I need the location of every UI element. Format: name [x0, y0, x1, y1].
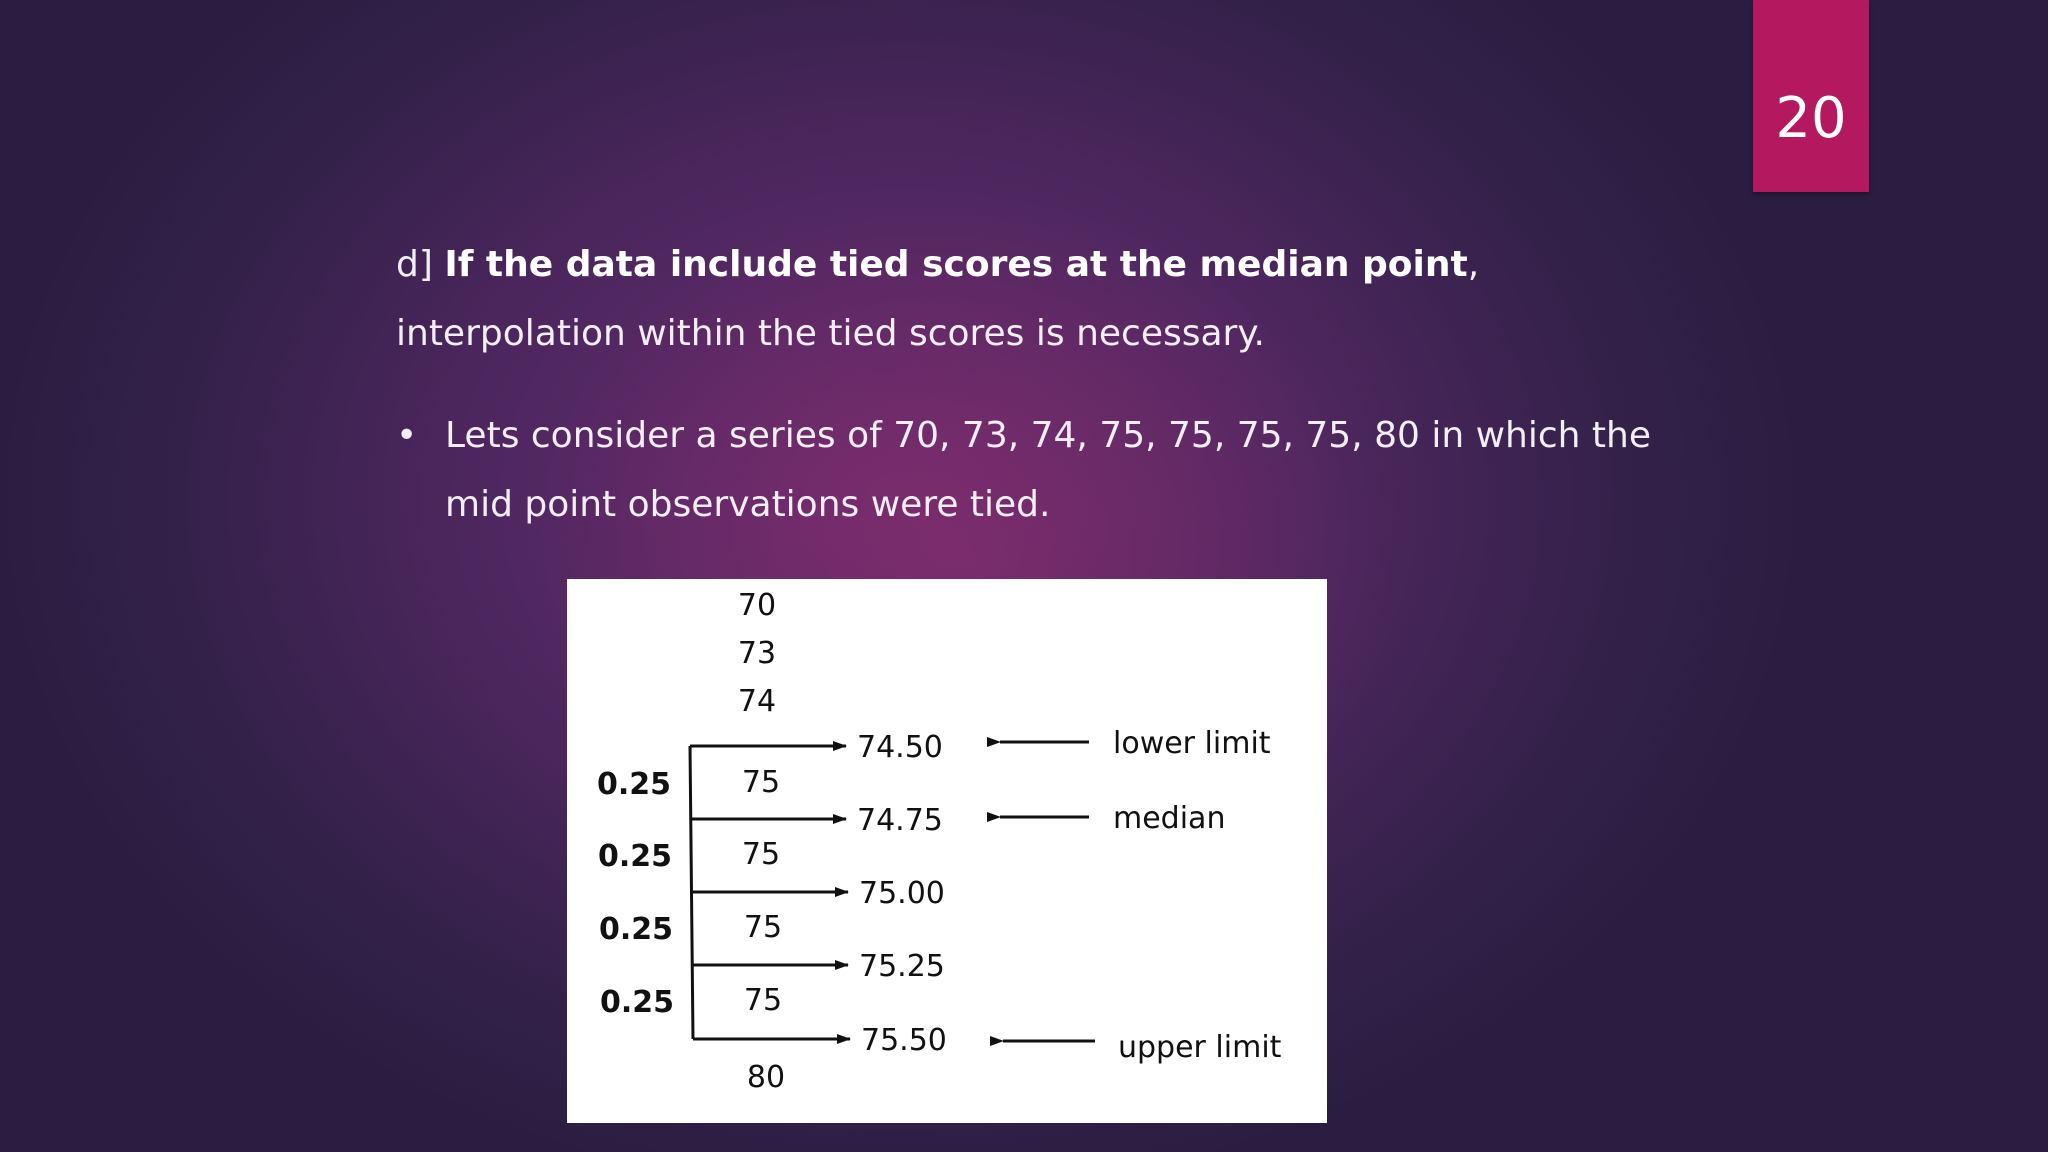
bullet-text: Lets consider a series of 70, 73, 74, 75, 75, 75, 75, 80 in which the mid point observations were tied.	[445, 415, 1651, 525]
interval-3: 0.25	[598, 912, 674, 947]
boundary-1: 74.50	[857, 730, 943, 765]
upper-limit-label: upper limit	[1118, 1030, 1282, 1065]
score-6: 75	[743, 910, 783, 945]
boundary-3: 75.00	[859, 876, 945, 911]
score-5: 75	[741, 837, 781, 872]
bullet-dot: •	[396, 415, 418, 456]
slide-number: 20	[1775, 86, 1847, 151]
figure-svg	[567, 579, 1327, 1123]
boundary-2: 74.75	[857, 803, 943, 838]
intro-paragraph	[396, 230, 1646, 368]
interval-2: 0.25	[597, 839, 673, 874]
interval-1: 0.25	[596, 767, 672, 802]
boundary-5: 75.50	[861, 1023, 947, 1058]
score-4: 75	[741, 765, 781, 800]
score-7: 75	[743, 983, 783, 1018]
median-label: median	[1113, 801, 1226, 836]
score-1: 70	[737, 588, 777, 623]
paragraph-bold: If the data include tied scores at the median point	[444, 244, 1468, 285]
bullet-item	[396, 401, 1656, 539]
slide-number-box	[1753, 0, 1869, 192]
median-interpolation-figure	[567, 579, 1327, 1123]
boundary-4: 75.25	[859, 949, 945, 984]
score-8: 80	[746, 1060, 786, 1095]
paragraph-rest: , interpolation within the tied scores is necessary.	[396, 244, 1480, 354]
lower-limit-label: lower limit	[1113, 726, 1271, 761]
paragraph-prefix: d]	[396, 244, 445, 285]
score-3: 74	[737, 684, 777, 719]
score-2: 73	[737, 636, 777, 671]
interval-4: 0.25	[599, 985, 675, 1020]
